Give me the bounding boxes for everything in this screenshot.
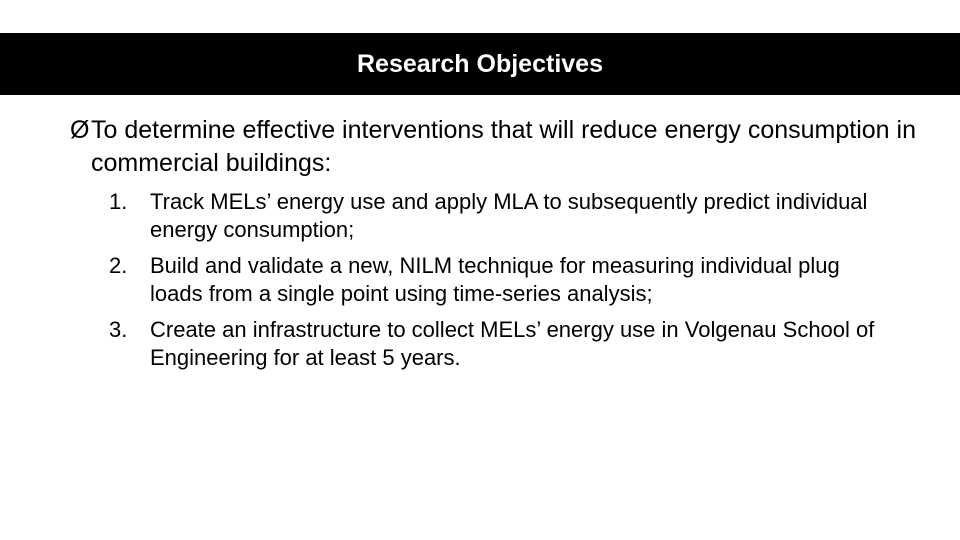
objective-text: Track MELs’ energy use and apply MLA to subsequently predict individual energy consumption; bbox=[150, 189, 868, 242]
main-point-text: To determine effective interventions that will reduce energy consumption in commercial buildings: bbox=[91, 116, 916, 177]
main-bullet bbox=[70, 114, 940, 180]
objective-item bbox=[70, 188, 890, 244]
objective-item bbox=[70, 252, 890, 308]
objective-text: Create an infrastructure to collect MELs’ energy use in Volgenau School of Engineering for at least 5 years. bbox=[150, 317, 875, 370]
objectives-list bbox=[70, 188, 940, 372]
title-bar bbox=[0, 33, 960, 95]
objective-item bbox=[70, 316, 890, 372]
objective-text: Build and validate a new, NILM technique for measuring individual plug loads from a single point using time-series analysis; bbox=[150, 253, 840, 306]
objective-number: 1. bbox=[109, 189, 128, 214]
slide-title: Research Objectives bbox=[357, 49, 603, 78]
slide-content bbox=[70, 114, 940, 380]
objective-number: 3. bbox=[109, 317, 128, 342]
arrow-bullet-icon: Ø bbox=[70, 116, 90, 144]
objective-number: 2. bbox=[109, 253, 128, 278]
